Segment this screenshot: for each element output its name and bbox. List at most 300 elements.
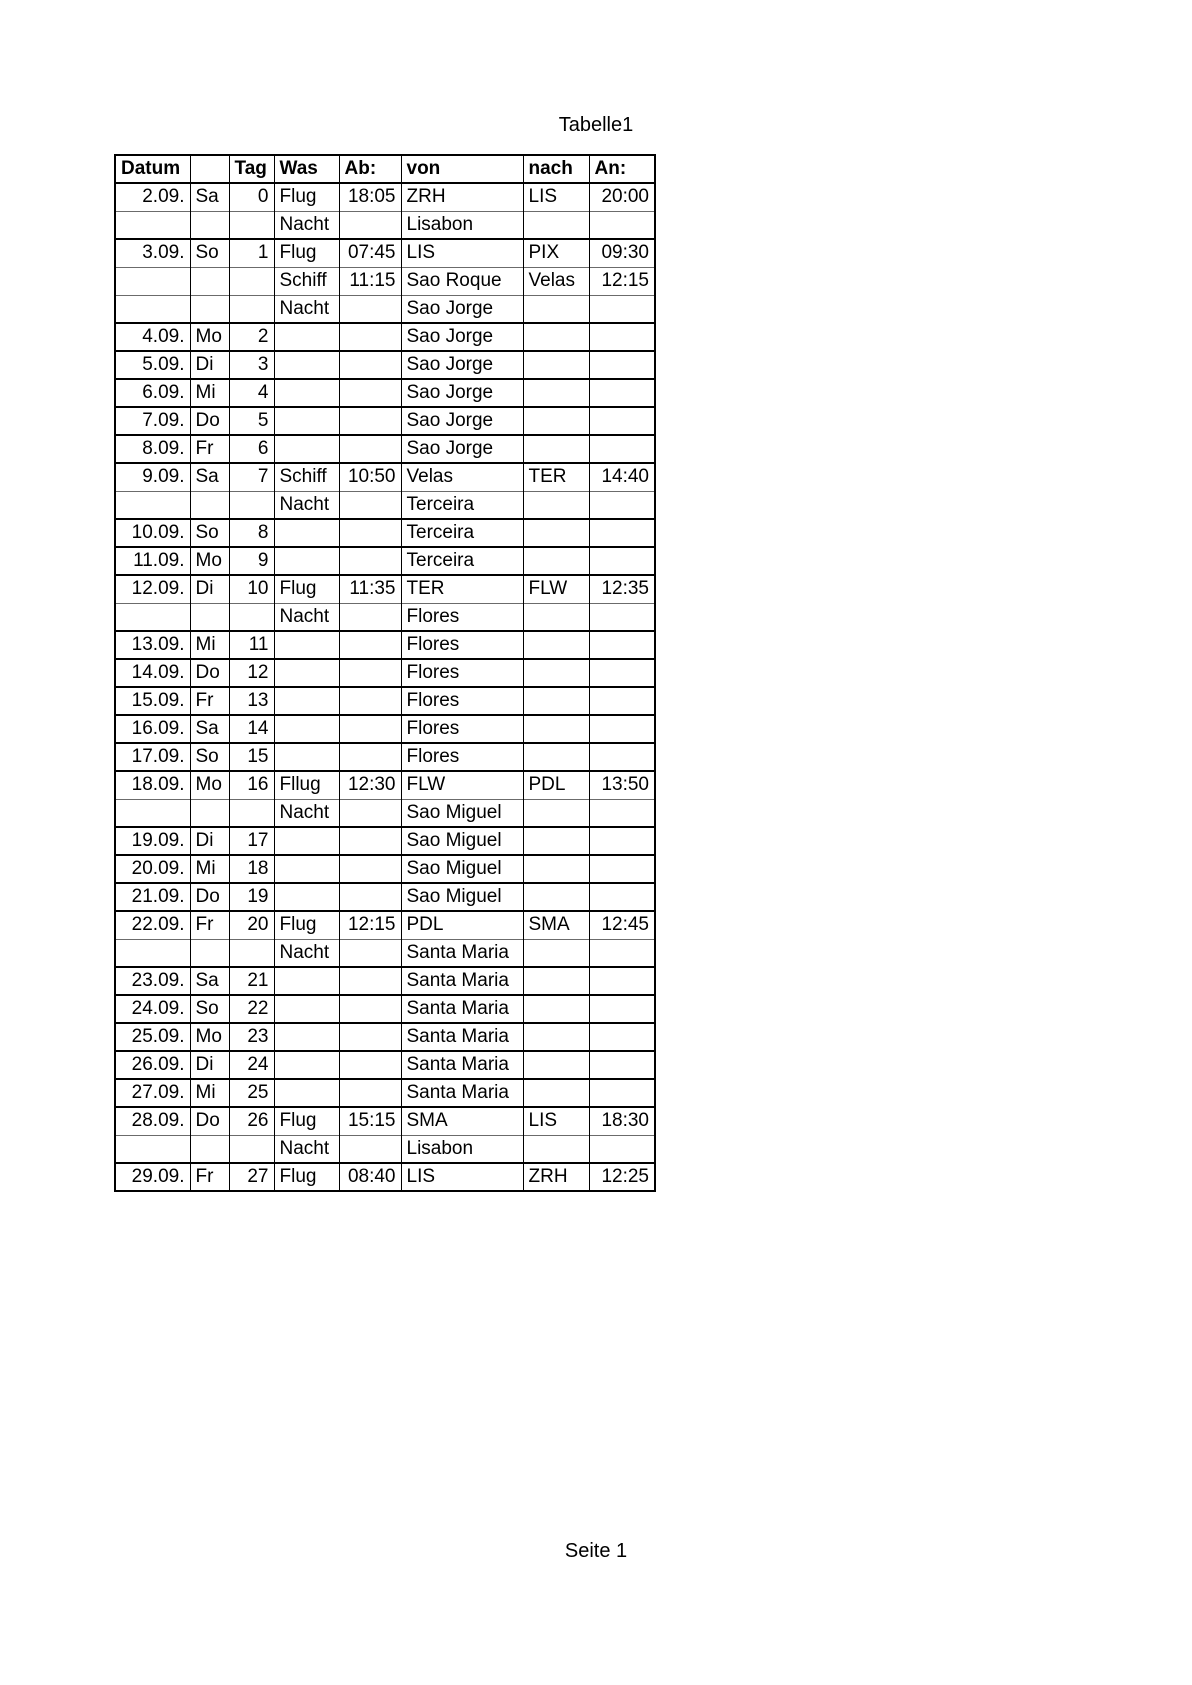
cell-nach bbox=[523, 211, 589, 239]
cell-day bbox=[190, 491, 229, 519]
cell-tag: 22 bbox=[229, 995, 274, 1023]
cell-ab bbox=[339, 603, 401, 631]
cell-day: Mo bbox=[190, 771, 229, 799]
cell-nach bbox=[523, 743, 589, 771]
cell-datum: 24.09. bbox=[115, 995, 190, 1023]
cell-day: Mo bbox=[190, 323, 229, 351]
column-header-datum: Datum bbox=[115, 155, 190, 183]
cell-datum: 7.09. bbox=[115, 407, 190, 435]
cell-day: So bbox=[190, 995, 229, 1023]
cell-day: Sa bbox=[190, 463, 229, 491]
cell-datum: 26.09. bbox=[115, 1051, 190, 1079]
cell-ab bbox=[339, 743, 401, 771]
cell-nach bbox=[523, 1051, 589, 1079]
cell-datum: 11.09. bbox=[115, 547, 190, 575]
cell-datum bbox=[115, 1135, 190, 1163]
table-row bbox=[115, 939, 655, 967]
cell-ab bbox=[339, 631, 401, 659]
cell-an bbox=[589, 631, 655, 659]
cell-day: Do bbox=[190, 1107, 229, 1135]
cell-ab: 12:15 bbox=[339, 911, 401, 939]
cell-day: Fr bbox=[190, 687, 229, 715]
table-row bbox=[115, 267, 655, 295]
cell-von: Flores bbox=[401, 631, 523, 659]
cell-nach bbox=[523, 827, 589, 855]
cell-datum: 16.09. bbox=[115, 715, 190, 743]
cell-von: Flores bbox=[401, 687, 523, 715]
cell-day bbox=[190, 295, 229, 323]
cell-ab bbox=[339, 659, 401, 687]
table-row bbox=[115, 687, 655, 715]
cell-ab bbox=[339, 211, 401, 239]
cell-day bbox=[190, 603, 229, 631]
cell-day: Sa bbox=[190, 715, 229, 743]
cell-nach bbox=[523, 323, 589, 351]
cell-was bbox=[274, 407, 339, 435]
cell-tag: 1 bbox=[229, 239, 274, 267]
table-row bbox=[115, 1107, 655, 1135]
table-row bbox=[115, 491, 655, 519]
cell-ab bbox=[339, 1023, 401, 1051]
cell-datum: 2.09. bbox=[115, 183, 190, 211]
cell-nach bbox=[523, 687, 589, 715]
cell-an bbox=[589, 379, 655, 407]
cell-ab bbox=[339, 939, 401, 967]
table-row bbox=[115, 1023, 655, 1051]
cell-an bbox=[589, 687, 655, 715]
cell-von: Sao Miguel bbox=[401, 855, 523, 883]
cell-nach bbox=[523, 967, 589, 995]
cell-von: Lisabon bbox=[401, 1135, 523, 1163]
cell-von: Sao Jorge bbox=[401, 435, 523, 463]
cell-datum: 25.09. bbox=[115, 1023, 190, 1051]
cell-nach: SMA bbox=[523, 911, 589, 939]
cell-von: LIS bbox=[401, 1163, 523, 1191]
cell-day bbox=[190, 211, 229, 239]
table-row bbox=[115, 1079, 655, 1107]
cell-datum: 23.09. bbox=[115, 967, 190, 995]
cell-was: Nacht bbox=[274, 603, 339, 631]
cell-ab: 18:05 bbox=[339, 183, 401, 211]
table-row bbox=[115, 799, 655, 827]
cell-von: Flores bbox=[401, 659, 523, 687]
cell-tag: 0 bbox=[229, 183, 274, 211]
cell-nach bbox=[523, 715, 589, 743]
cell-von: Flores bbox=[401, 743, 523, 771]
cell-an bbox=[589, 855, 655, 883]
cell-datum: 15.09. bbox=[115, 687, 190, 715]
cell-datum: 27.09. bbox=[115, 1079, 190, 1107]
cell-von: PDL bbox=[401, 911, 523, 939]
column-header-nach: nach bbox=[523, 155, 589, 183]
cell-was bbox=[274, 379, 339, 407]
cell-day: Mi bbox=[190, 379, 229, 407]
cell-was bbox=[274, 351, 339, 379]
cell-an bbox=[589, 407, 655, 435]
cell-nach bbox=[523, 407, 589, 435]
cell-an bbox=[589, 519, 655, 547]
cell-was bbox=[274, 659, 339, 687]
cell-ab bbox=[339, 967, 401, 995]
cell-day: So bbox=[190, 519, 229, 547]
cell-nach: LIS bbox=[523, 183, 589, 211]
cell-datum: 22.09. bbox=[115, 911, 190, 939]
cell-was bbox=[274, 435, 339, 463]
cell-an bbox=[589, 1051, 655, 1079]
table-row bbox=[115, 211, 655, 239]
cell-ab: 10:50 bbox=[339, 463, 401, 491]
cell-nach bbox=[523, 603, 589, 631]
cell-tag: 5 bbox=[229, 407, 274, 435]
cell-an: 14:40 bbox=[589, 463, 655, 491]
cell-was bbox=[274, 855, 339, 883]
column-header-an: An: bbox=[589, 155, 655, 183]
cell-von: Sao Jorge bbox=[401, 323, 523, 351]
cell-an bbox=[589, 1079, 655, 1107]
cell-datum bbox=[115, 267, 190, 295]
cell-was: Nacht bbox=[274, 799, 339, 827]
cell-was: Flug bbox=[274, 1107, 339, 1135]
cell-an bbox=[589, 547, 655, 575]
cell-nach bbox=[523, 855, 589, 883]
table-row bbox=[115, 967, 655, 995]
cell-tag: 15 bbox=[229, 743, 274, 771]
cell-von: TER bbox=[401, 575, 523, 603]
cell-was bbox=[274, 967, 339, 995]
cell-datum: 10.09. bbox=[115, 519, 190, 547]
cell-an: 12:45 bbox=[589, 911, 655, 939]
cell-ab bbox=[339, 687, 401, 715]
cell-an bbox=[589, 603, 655, 631]
cell-was: Flug bbox=[274, 183, 339, 211]
cell-an bbox=[589, 883, 655, 911]
cell-nach bbox=[523, 1023, 589, 1051]
cell-ab bbox=[339, 799, 401, 827]
cell-nach bbox=[523, 547, 589, 575]
table-row bbox=[115, 575, 655, 603]
cell-tag: 8 bbox=[229, 519, 274, 547]
cell-ab bbox=[339, 883, 401, 911]
cell-datum: 18.09. bbox=[115, 771, 190, 799]
cell-tag: 25 bbox=[229, 1079, 274, 1107]
cell-nach bbox=[523, 295, 589, 323]
page-footer: Seite 1 bbox=[564, 1540, 628, 1562]
cell-tag: 21 bbox=[229, 967, 274, 995]
cell-day: Fr bbox=[190, 1163, 229, 1191]
cell-day bbox=[190, 1135, 229, 1163]
cell-day: So bbox=[190, 743, 229, 771]
table-row bbox=[115, 911, 655, 939]
cell-ab bbox=[339, 323, 401, 351]
cell-an bbox=[589, 799, 655, 827]
cell-was bbox=[274, 631, 339, 659]
cell-nach: FLW bbox=[523, 575, 589, 603]
cell-an: 20:00 bbox=[589, 183, 655, 211]
cell-day: Di bbox=[190, 575, 229, 603]
cell-tag bbox=[229, 491, 274, 519]
cell-ab bbox=[339, 715, 401, 743]
table-row bbox=[115, 295, 655, 323]
cell-ab bbox=[339, 491, 401, 519]
cell-was bbox=[274, 827, 339, 855]
cell-was bbox=[274, 743, 339, 771]
cell-tag: 26 bbox=[229, 1107, 274, 1135]
cell-ab: 07:45 bbox=[339, 239, 401, 267]
cell-day: Mo bbox=[190, 547, 229, 575]
table-row bbox=[115, 239, 655, 267]
column-header-tag: Tag bbox=[229, 155, 274, 183]
cell-datum bbox=[115, 603, 190, 631]
cell-day bbox=[190, 939, 229, 967]
cell-an bbox=[589, 715, 655, 743]
cell-von: Santa Maria bbox=[401, 1023, 523, 1051]
cell-day: Sa bbox=[190, 183, 229, 211]
cell-von: Lisabon bbox=[401, 211, 523, 239]
cell-von: ZRH bbox=[401, 183, 523, 211]
cell-nach bbox=[523, 659, 589, 687]
cell-von: Sao Miguel bbox=[401, 799, 523, 827]
cell-von: Terceira bbox=[401, 491, 523, 519]
cell-von: Flores bbox=[401, 715, 523, 743]
cell-datum bbox=[115, 799, 190, 827]
cell-von: Sao Roque bbox=[401, 267, 523, 295]
cell-von: SMA bbox=[401, 1107, 523, 1135]
cell-datum: 6.09. bbox=[115, 379, 190, 407]
cell-von: Santa Maria bbox=[401, 967, 523, 995]
table-row bbox=[115, 519, 655, 547]
cell-was bbox=[274, 1079, 339, 1107]
cell-von: Velas bbox=[401, 463, 523, 491]
itinerary-table bbox=[114, 154, 656, 1192]
cell-tag: 27 bbox=[229, 1163, 274, 1191]
cell-datum: 29.09. bbox=[115, 1163, 190, 1191]
cell-was: Nacht bbox=[274, 491, 339, 519]
cell-datum bbox=[115, 939, 190, 967]
cell-datum: 3.09. bbox=[115, 239, 190, 267]
cell-ab bbox=[339, 995, 401, 1023]
cell-nach bbox=[523, 1135, 589, 1163]
column-header-was: Was bbox=[274, 155, 339, 183]
cell-datum: 9.09. bbox=[115, 463, 190, 491]
sheet-title: Tabelle1 bbox=[558, 114, 634, 136]
cell-datum: 8.09. bbox=[115, 435, 190, 463]
cell-was: Flug bbox=[274, 1163, 339, 1191]
cell-von: Sao Jorge bbox=[401, 407, 523, 435]
cell-an bbox=[589, 967, 655, 995]
table-row bbox=[115, 1051, 655, 1079]
cell-tag: 2 bbox=[229, 323, 274, 351]
cell-tag: 6 bbox=[229, 435, 274, 463]
cell-tag: 7 bbox=[229, 463, 274, 491]
table-row bbox=[115, 351, 655, 379]
cell-day: Do bbox=[190, 883, 229, 911]
cell-tag: 18 bbox=[229, 855, 274, 883]
cell-day: Di bbox=[190, 351, 229, 379]
cell-tag: 13 bbox=[229, 687, 274, 715]
cell-an: 12:25 bbox=[589, 1163, 655, 1191]
cell-an: 09:30 bbox=[589, 239, 655, 267]
cell-an bbox=[589, 743, 655, 771]
cell-von: Santa Maria bbox=[401, 1051, 523, 1079]
cell-an bbox=[589, 295, 655, 323]
header-row bbox=[115, 155, 655, 183]
cell-datum: 28.09. bbox=[115, 1107, 190, 1135]
table-row bbox=[115, 435, 655, 463]
cell-an bbox=[589, 939, 655, 967]
column-header-ab: Ab: bbox=[339, 155, 401, 183]
cell-day: Mi bbox=[190, 1079, 229, 1107]
cell-von: FLW bbox=[401, 771, 523, 799]
cell-tag: 17 bbox=[229, 827, 274, 855]
cell-ab bbox=[339, 379, 401, 407]
cell-was: Fllug bbox=[274, 771, 339, 799]
cell-an: 13:50 bbox=[589, 771, 655, 799]
cell-an bbox=[589, 435, 655, 463]
table-row bbox=[115, 183, 655, 211]
table-row bbox=[115, 407, 655, 435]
table-body bbox=[115, 183, 655, 1191]
cell-nach bbox=[523, 883, 589, 911]
cell-von: LIS bbox=[401, 239, 523, 267]
cell-von: Santa Maria bbox=[401, 1079, 523, 1107]
cell-ab bbox=[339, 1079, 401, 1107]
cell-von: Sao Jorge bbox=[401, 295, 523, 323]
cell-an bbox=[589, 1135, 655, 1163]
cell-tag bbox=[229, 939, 274, 967]
cell-ab bbox=[339, 435, 401, 463]
cell-an bbox=[589, 351, 655, 379]
cell-an bbox=[589, 659, 655, 687]
cell-an bbox=[589, 211, 655, 239]
cell-tag: 10 bbox=[229, 575, 274, 603]
cell-nach: TER bbox=[523, 463, 589, 491]
cell-an bbox=[589, 995, 655, 1023]
cell-tag: 4 bbox=[229, 379, 274, 407]
cell-nach: PIX bbox=[523, 239, 589, 267]
cell-ab bbox=[339, 1135, 401, 1163]
table-row bbox=[115, 743, 655, 771]
cell-was: Nacht bbox=[274, 1135, 339, 1163]
cell-was: Schiff bbox=[274, 267, 339, 295]
cell-nach bbox=[523, 799, 589, 827]
cell-tag: 24 bbox=[229, 1051, 274, 1079]
table-header bbox=[115, 155, 655, 183]
cell-ab bbox=[339, 1051, 401, 1079]
cell-nach bbox=[523, 995, 589, 1023]
cell-ab bbox=[339, 519, 401, 547]
cell-tag: 12 bbox=[229, 659, 274, 687]
cell-datum: 5.09. bbox=[115, 351, 190, 379]
cell-von: Sao Miguel bbox=[401, 883, 523, 911]
cell-nach bbox=[523, 435, 589, 463]
cell-von: Sao Jorge bbox=[401, 379, 523, 407]
cell-was: Flug bbox=[274, 575, 339, 603]
cell-tag bbox=[229, 799, 274, 827]
cell-ab: 12:30 bbox=[339, 771, 401, 799]
cell-ab: 11:15 bbox=[339, 267, 401, 295]
cell-tag bbox=[229, 1135, 274, 1163]
cell-day: Di bbox=[190, 1051, 229, 1079]
cell-datum: 21.09. bbox=[115, 883, 190, 911]
cell-was: Schiff bbox=[274, 463, 339, 491]
cell-was bbox=[274, 547, 339, 575]
cell-was: Flug bbox=[274, 239, 339, 267]
cell-von: Sao Miguel bbox=[401, 827, 523, 855]
table-row bbox=[115, 379, 655, 407]
cell-an: 12:35 bbox=[589, 575, 655, 603]
cell-day: Di bbox=[190, 827, 229, 855]
cell-day: Mi bbox=[190, 631, 229, 659]
cell-datum: 20.09. bbox=[115, 855, 190, 883]
cell-was: Nacht bbox=[274, 295, 339, 323]
column-header-von: von bbox=[401, 155, 523, 183]
cell-nach bbox=[523, 379, 589, 407]
cell-day: Do bbox=[190, 407, 229, 435]
table-row bbox=[115, 547, 655, 575]
table-row bbox=[115, 855, 655, 883]
cell-was: Nacht bbox=[274, 939, 339, 967]
cell-tag: 19 bbox=[229, 883, 274, 911]
cell-von: Flores bbox=[401, 603, 523, 631]
table-row bbox=[115, 659, 655, 687]
table-row bbox=[115, 463, 655, 491]
cell-day: Fr bbox=[190, 435, 229, 463]
table-row bbox=[115, 715, 655, 743]
cell-day: Sa bbox=[190, 967, 229, 995]
table-row bbox=[115, 1163, 655, 1191]
cell-datum bbox=[115, 491, 190, 519]
cell-ab bbox=[339, 407, 401, 435]
cell-was bbox=[274, 883, 339, 911]
table-row bbox=[115, 771, 655, 799]
cell-an: 12:15 bbox=[589, 267, 655, 295]
cell-nach: Velas bbox=[523, 267, 589, 295]
cell-an bbox=[589, 1023, 655, 1051]
cell-tag: 9 bbox=[229, 547, 274, 575]
cell-nach bbox=[523, 939, 589, 967]
cell-von: Terceira bbox=[401, 519, 523, 547]
cell-was bbox=[274, 687, 339, 715]
cell-an bbox=[589, 491, 655, 519]
cell-nach: ZRH bbox=[523, 1163, 589, 1191]
table-row bbox=[115, 603, 655, 631]
cell-tag bbox=[229, 295, 274, 323]
cell-an bbox=[589, 827, 655, 855]
cell-datum bbox=[115, 211, 190, 239]
cell-datum bbox=[115, 295, 190, 323]
cell-was bbox=[274, 715, 339, 743]
cell-tag bbox=[229, 211, 274, 239]
cell-nach bbox=[523, 519, 589, 547]
cell-tag: 16 bbox=[229, 771, 274, 799]
cell-an bbox=[589, 323, 655, 351]
table-row bbox=[115, 1135, 655, 1163]
cell-ab bbox=[339, 295, 401, 323]
cell-was: Nacht bbox=[274, 211, 339, 239]
cell-day: Mi bbox=[190, 855, 229, 883]
cell-was bbox=[274, 1023, 339, 1051]
cell-was bbox=[274, 519, 339, 547]
cell-tag: 14 bbox=[229, 715, 274, 743]
cell-ab bbox=[339, 351, 401, 379]
cell-datum: 17.09. bbox=[115, 743, 190, 771]
cell-nach bbox=[523, 351, 589, 379]
cell-von: Terceira bbox=[401, 547, 523, 575]
cell-von: Santa Maria bbox=[401, 995, 523, 1023]
table-row bbox=[115, 827, 655, 855]
cell-ab bbox=[339, 547, 401, 575]
cell-nach bbox=[523, 491, 589, 519]
